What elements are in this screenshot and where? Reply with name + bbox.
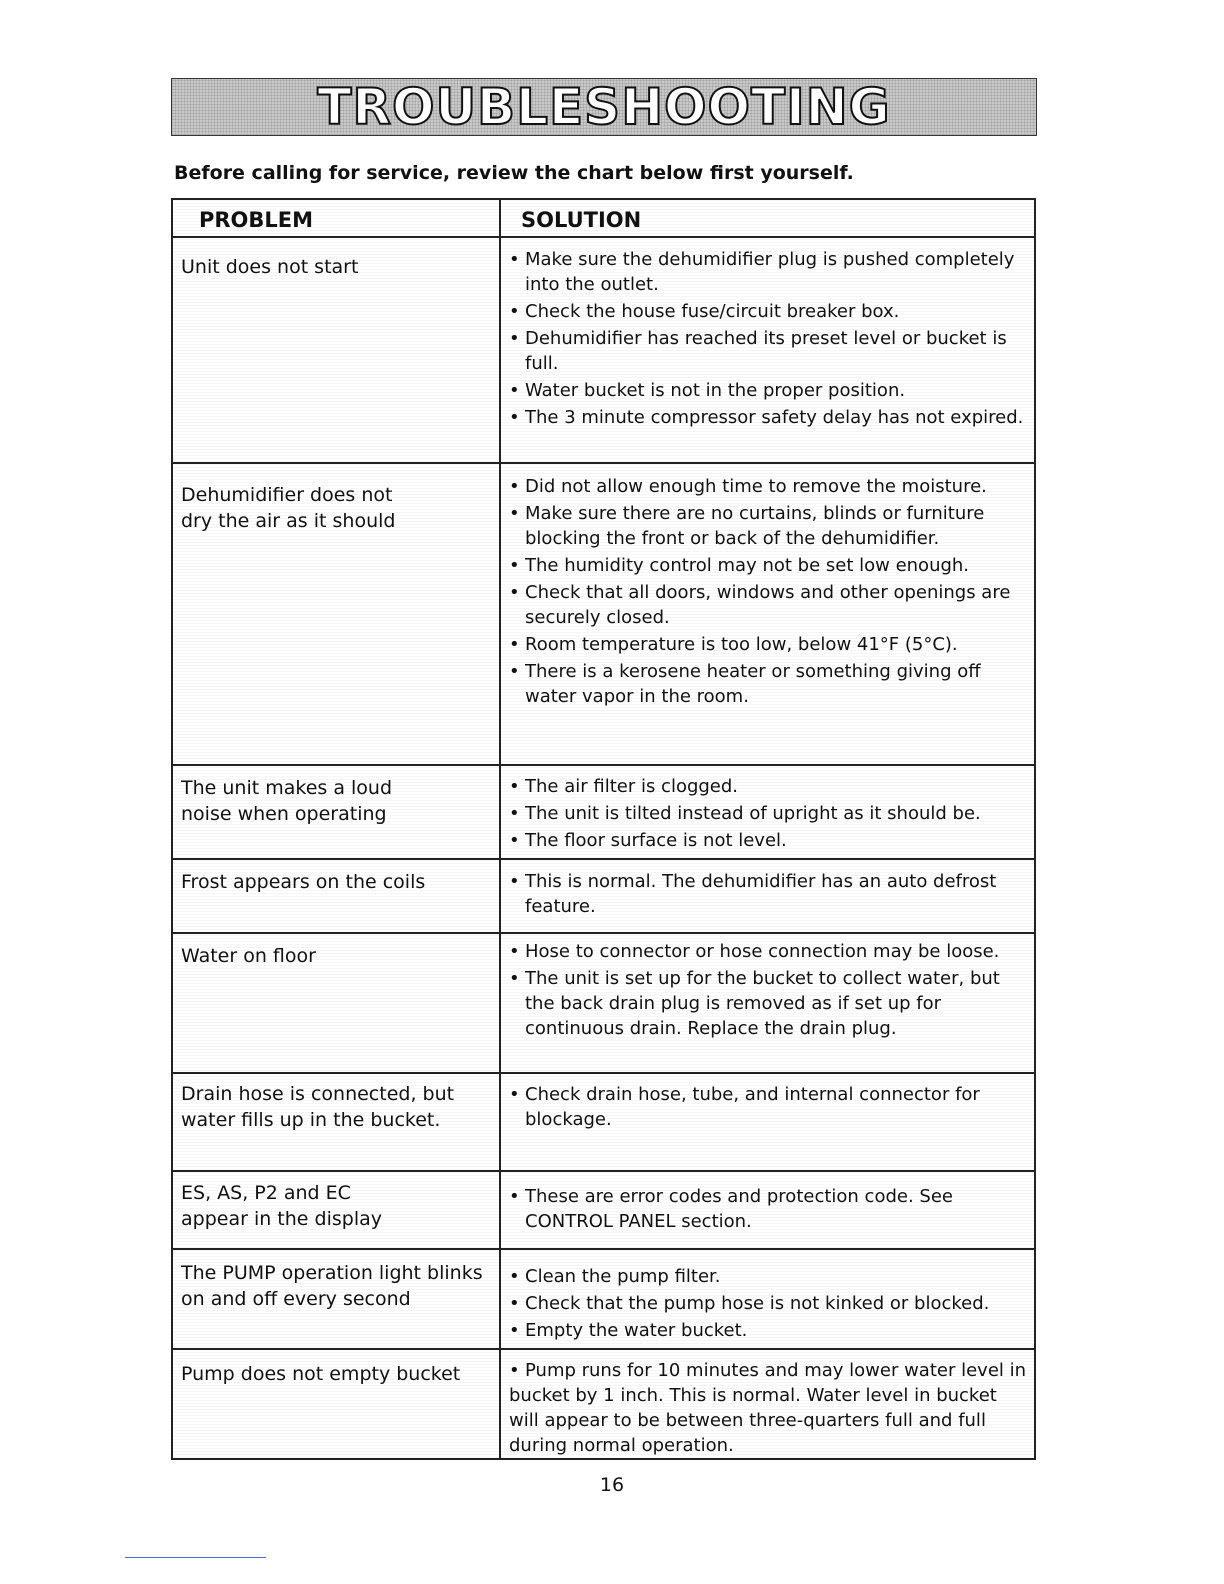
title-banner bbox=[171, 78, 1037, 136]
bullet-icon: • bbox=[509, 301, 520, 322]
solution-item bbox=[509, 1082, 1029, 1132]
table-row bbox=[173, 1172, 1034, 1250]
problem-cell bbox=[181, 869, 496, 895]
solution-text: The unit is set up for the bucket to collect water, but the back drain plug is removed as if set up for continuous drain. Replace the drain plug. bbox=[525, 968, 1000, 1039]
bullet-icon: • bbox=[509, 1266, 520, 1287]
solution-item bbox=[509, 966, 1029, 1041]
bullet-icon: • bbox=[509, 328, 520, 349]
problem-text: The PUMP operation light blinks bbox=[181, 1262, 483, 1284]
bullet-icon: • bbox=[509, 634, 520, 655]
bullet-icon: • bbox=[509, 582, 520, 603]
solution-text: The unit is tilted instead of upright as it should be. bbox=[525, 803, 981, 824]
solution-list bbox=[509, 774, 1029, 855]
bullet-icon: • bbox=[509, 871, 520, 892]
bullet-icon: • bbox=[509, 1320, 520, 1341]
solution-item bbox=[509, 1291, 1029, 1316]
solution-text: These are error codes and protection code. See CONTROL PANEL section. bbox=[525, 1186, 953, 1232]
problem-text: appear in the display bbox=[181, 1208, 382, 1230]
header-problem: PROBLEM bbox=[199, 208, 314, 232]
solution-text: Check that all doors, windows and other openings are securely closed. bbox=[525, 582, 1011, 628]
solution-text: The 3 minute compressor safety delay has not expired. bbox=[525, 407, 1024, 428]
solution-list bbox=[509, 474, 1029, 711]
problem-cell bbox=[181, 1180, 496, 1232]
solution-item bbox=[509, 326, 1029, 376]
solution-text: Check drain hose, tube, and internal connector for blockage. bbox=[525, 1084, 980, 1130]
bullet-icon: • bbox=[509, 476, 520, 497]
solution-text: There is a kerosene heater or something giving off water vapor in the room. bbox=[525, 661, 981, 707]
solution-item bbox=[509, 299, 1029, 324]
solution-text: Make sure there are no curtains, blinds or furniture blocking the front or back of the dehumidifier. bbox=[525, 503, 985, 549]
solution-list bbox=[509, 1264, 1029, 1345]
problem-text: water fills up in the bucket. bbox=[181, 1109, 441, 1131]
bullet-icon: • bbox=[509, 803, 520, 824]
solution-item bbox=[509, 801, 1029, 826]
bullet-icon: • bbox=[509, 830, 520, 851]
problem-text: Pump does not empty bucket bbox=[181, 1363, 461, 1385]
table-row bbox=[173, 860, 1034, 934]
bullet-icon: • bbox=[509, 776, 520, 797]
table-row bbox=[173, 1074, 1034, 1172]
problem-text: Drain hose is connected, but bbox=[181, 1083, 455, 1105]
solution-text: Make sure the dehumidifier plug is pushed completely into the outlet. bbox=[525, 249, 1015, 295]
bullet-icon: • bbox=[509, 968, 520, 989]
solution-text: Empty the water bucket. bbox=[525, 1320, 748, 1341]
solution-item bbox=[509, 1318, 1029, 1343]
solution-item bbox=[509, 501, 1029, 551]
solution-item bbox=[509, 553, 1029, 578]
problem-text: Water on floor bbox=[181, 945, 316, 967]
problem-cell bbox=[181, 1260, 496, 1312]
problem-text: noise when operating bbox=[181, 803, 387, 825]
bullet-icon: • bbox=[509, 1293, 520, 1314]
solution-list bbox=[509, 247, 1029, 432]
solution-item bbox=[509, 1358, 1029, 1458]
table-row bbox=[173, 1250, 1034, 1350]
solution-text: The humidity control may not be set low enough. bbox=[525, 555, 970, 576]
table-row bbox=[173, 464, 1034, 766]
solution-item bbox=[509, 1264, 1029, 1289]
bullet-icon: • bbox=[509, 1084, 520, 1105]
solution-text: Dehumidifier has reached its preset level or bucket is full. bbox=[525, 328, 1007, 374]
intro-text: Before calling for service, review the chart below first yourself. bbox=[174, 162, 854, 184]
bullet-icon: • bbox=[509, 380, 520, 401]
solution-text: The air filter is clogged. bbox=[525, 776, 739, 797]
problem-cell bbox=[181, 482, 496, 534]
solution-text: Did not allow enough time to remove the moisture. bbox=[525, 476, 987, 497]
page-title: TROUBLESHOOTING bbox=[317, 78, 891, 136]
problem-text: dry the air as it should bbox=[181, 510, 396, 532]
problem-cell bbox=[181, 775, 496, 827]
problem-cell bbox=[181, 943, 496, 969]
solution-text: Check that the pump hose is not kinked or blocked. bbox=[525, 1293, 990, 1314]
bullet-icon: • bbox=[509, 661, 520, 682]
bullet-icon: • bbox=[509, 249, 520, 270]
solution-item bbox=[509, 869, 1029, 919]
header-solution: SOLUTION bbox=[521, 208, 642, 232]
solution-text: This is normal. The dehumidifier has an auto defrost feature. bbox=[525, 871, 997, 917]
solution-item bbox=[509, 247, 1029, 297]
problem-text: Frost appears on the coils bbox=[181, 871, 426, 893]
solution-text: Room temperature is too low, below 41°F (5°C). bbox=[525, 634, 958, 655]
bullet-icon: • bbox=[509, 555, 520, 576]
bullet-icon: • bbox=[509, 503, 520, 524]
solution-item bbox=[509, 378, 1029, 403]
solution-list bbox=[509, 869, 1029, 921]
solution-text: Check the house fuse/circuit breaker box. bbox=[525, 301, 900, 322]
solution-item bbox=[509, 774, 1029, 799]
footer-rule bbox=[125, 1557, 266, 1558]
solution-text: Pump runs for 10 minutes and may lower water level in bucket by 1 inch. This is normal. Water level in bucket will appear to be between three-quarters full and full during normal operation. bbox=[509, 1360, 1027, 1456]
problem-cell bbox=[181, 1081, 496, 1133]
problem-text: ES, AS, P2 and EC bbox=[181, 1182, 351, 1204]
troubleshooting-table bbox=[171, 198, 1036, 1460]
solution-list bbox=[509, 1358, 1029, 1460]
problem-text: Unit does not start bbox=[181, 256, 359, 278]
page-number: 16 bbox=[599, 1474, 625, 1496]
solution-item bbox=[509, 659, 1029, 709]
table-header bbox=[173, 200, 1034, 238]
table-row bbox=[173, 934, 1034, 1074]
solution-text: The floor surface is not level. bbox=[525, 830, 787, 851]
table-row bbox=[173, 766, 1034, 860]
table-row bbox=[173, 238, 1034, 464]
solution-list bbox=[509, 1082, 1029, 1134]
problem-text: Dehumidifier does not bbox=[181, 484, 393, 506]
solution-text: Water bucket is not in the proper position. bbox=[525, 380, 906, 401]
solution-item bbox=[509, 939, 1029, 964]
solution-list bbox=[509, 1184, 1029, 1236]
problem-text: The unit makes a loud bbox=[181, 777, 393, 799]
solution-item bbox=[509, 580, 1029, 630]
bullet-icon: • bbox=[509, 941, 520, 962]
problem-cell bbox=[181, 254, 496, 280]
bullet-icon: • bbox=[509, 1360, 520, 1381]
problem-text: on and off every second bbox=[181, 1288, 411, 1310]
solution-item bbox=[509, 405, 1029, 430]
solution-text: Hose to connector or hose connection may be loose. bbox=[525, 941, 1000, 962]
solution-list bbox=[509, 939, 1029, 1043]
solution-item bbox=[509, 1184, 1029, 1234]
solution-item bbox=[509, 828, 1029, 853]
solution-item bbox=[509, 474, 1029, 499]
bullet-icon: • bbox=[509, 407, 520, 428]
table-row bbox=[173, 1350, 1034, 1458]
bullet-icon: • bbox=[509, 1186, 520, 1207]
problem-cell bbox=[181, 1361, 496, 1387]
solution-text: Clean the pump filter. bbox=[525, 1266, 721, 1287]
solution-item bbox=[509, 632, 1029, 657]
